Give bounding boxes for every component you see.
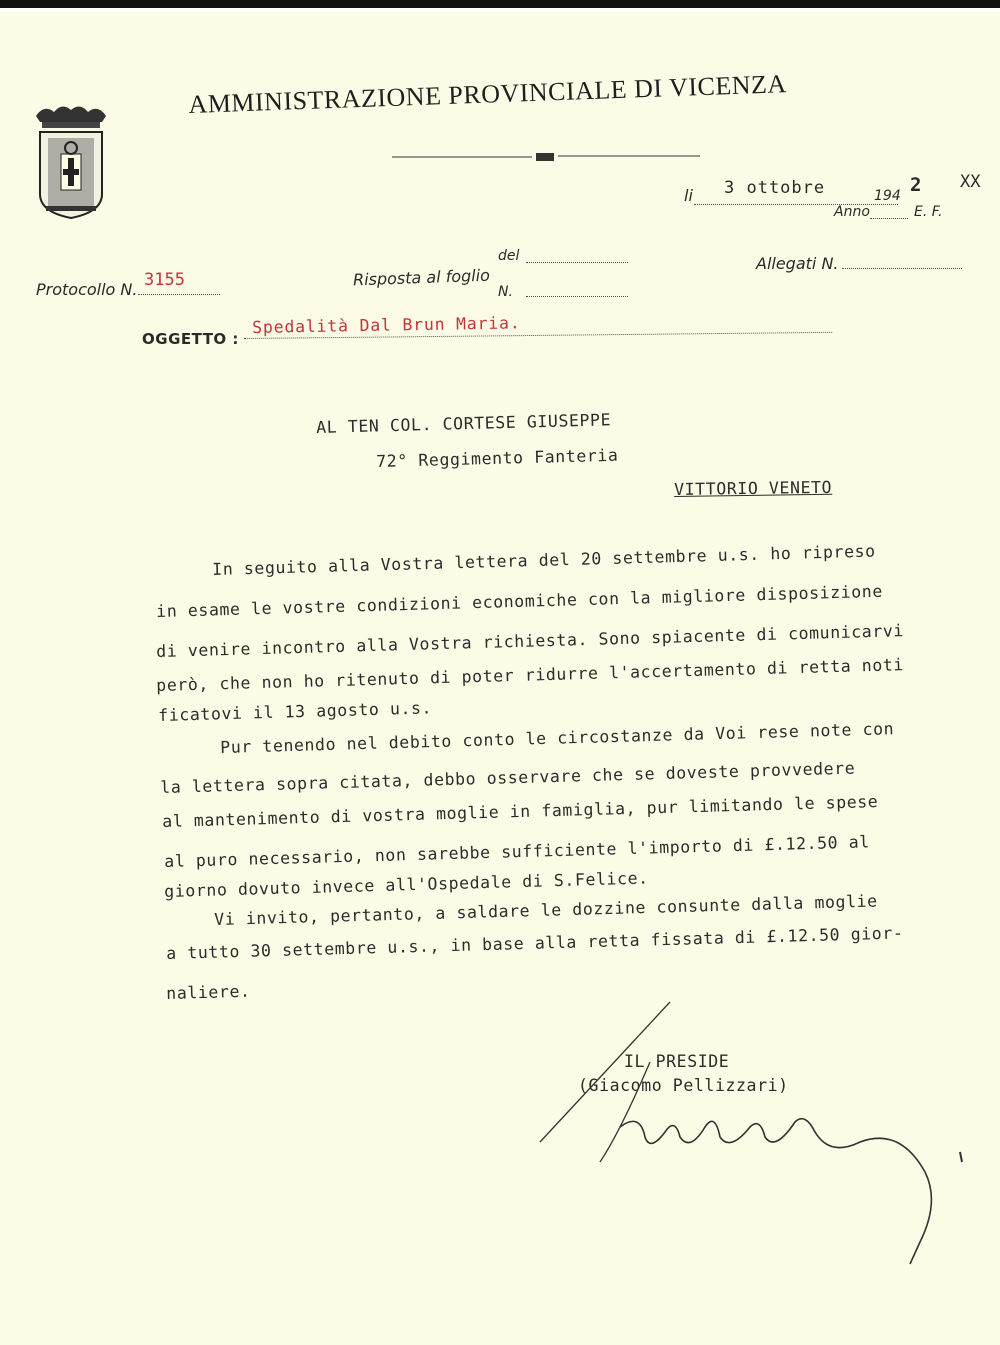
- body-line-2: in esame le vostre condizioni economiche con la migliore disposizione: [156, 581, 884, 621]
- handwritten-signature-icon: [530, 992, 970, 1272]
- date-prefix: li: [684, 186, 693, 205]
- anno-label: Anno: [834, 204, 870, 220]
- n-dotted-line: [526, 282, 628, 297]
- letterhead-rule: [392, 152, 700, 162]
- body-line-5: ficatovi il 13 agosto u.s.: [158, 698, 433, 725]
- body-line-1: In seguito alla Vostra lettera del 20 settembre u.s. ho ripreso: [212, 541, 876, 579]
- anno-dotted-line: [870, 204, 908, 219]
- n-label: N.: [498, 284, 513, 300]
- body-line-11: Vi invito, pertanto, a saldare le dozzine consunte dalla moglie: [214, 891, 878, 929]
- protocollo-label: Protocollo N.: [36, 280, 138, 299]
- coat-of-arms-icon: [30, 102, 112, 222]
- body-line-4: però, che non ho ritenuto di poter ridurre l'accertamento di retta noti: [156, 655, 905, 695]
- protocollo-value: 3155: [144, 270, 185, 290]
- body-line-10: giorno dovuto invece all'Ospedale di S.Felice.: [164, 868, 649, 901]
- address-city: VITTORIO VENETO: [674, 477, 833, 499]
- letterhead-title: AMMINISTRAZIONE PROVINCIALE DI VICENZA: [188, 69, 788, 119]
- body-line-13: naliere.: [166, 981, 251, 1003]
- body-line-6: Pur tenendo nel debito conto le circostanze da Voi rese note con: [220, 719, 895, 757]
- year-digit: 2: [910, 174, 922, 196]
- address-line-1: AL TEN COL. CORTESE GIUSEPPE: [316, 410, 612, 437]
- signature-title: IL PRESIDE: [624, 1052, 730, 1071]
- signature-name: (Giacomo Pellizzari): [578, 1076, 789, 1095]
- scan-top-edge: [0, 0, 1000, 8]
- ef-label: E. F.: [914, 204, 943, 220]
- del-label: del: [498, 248, 520, 264]
- date-value: 3 ottobre: [724, 178, 826, 198]
- oggetto-label: OGGETTO :: [142, 330, 239, 348]
- oggetto-value: Spedalità Dal Brun Maria.: [252, 313, 521, 337]
- year-prefix: 194: [874, 188, 901, 204]
- body-line-3: di venire incontro alla Vostra richiesta. Sono spiacente di comunicarvi: [156, 621, 905, 661]
- del-dotted-line: [526, 248, 628, 263]
- year-roman: XX: [960, 172, 981, 192]
- letter-page: [0, 12, 1000, 1345]
- body-line-12: a tutto 30 settembre u.s., in base alla retta fissata di £.12.50 gior-: [166, 923, 904, 963]
- allegati-dotted-line: [842, 252, 962, 269]
- address-line-2: 72° Reggimento Fanteria: [376, 445, 619, 471]
- body-line-7: la lettera sopra citata, debbo osservare che se doveste provvedere: [160, 758, 856, 797]
- risposta-label: Risposta al foglio: [352, 265, 491, 290]
- body-line-8: al mantenimento di vostra moglie in famiglia, pur limitando le spese: [162, 791, 879, 831]
- allegati-label: Allegati N.: [756, 254, 839, 273]
- body-line-9: al puro necessario, non sarebbe sufficiente l'importo di £.12.50 al: [164, 832, 871, 871]
